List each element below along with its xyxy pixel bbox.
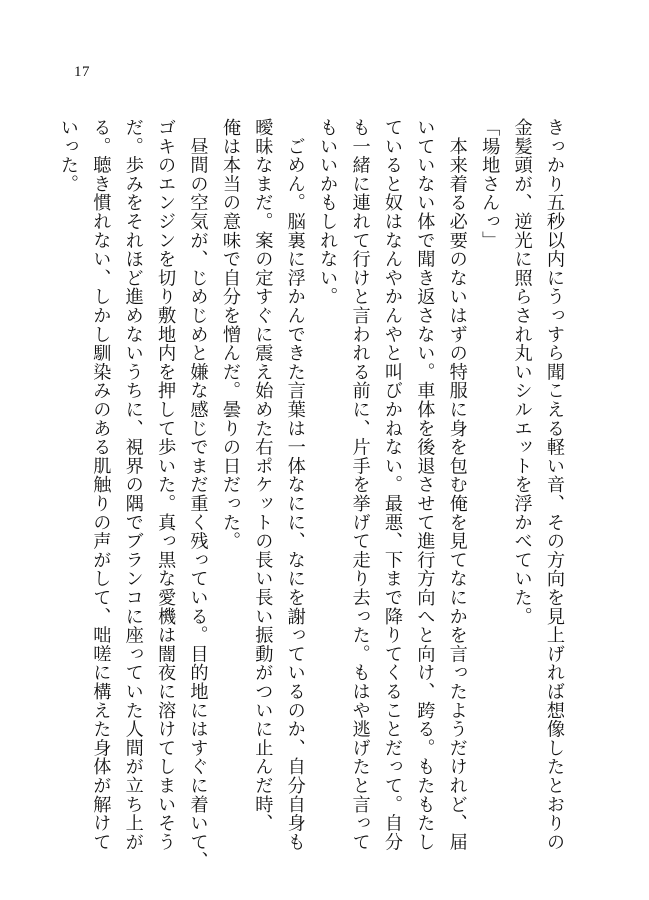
- text-line: る。聴き慣れない、しかし馴染みのある肌触りの声がして、咄嗟に構えた身体が解けて: [90, 118, 112, 852]
- text-line: 俺は本当の意味で自分を憎んだ。曇りの日だった。: [219, 118, 241, 551]
- text-line: 「場地さんっ」: [479, 118, 501, 250]
- text-line: いった。: [57, 118, 79, 194]
- text-line: 金髪頭が、逆光に照らされ丸いシルエットを浮かべていた。: [511, 118, 533, 626]
- text-line: いていない体で聞き返さない。車体を後退させて進行方向へと向け、跨る。もたもたし: [414, 118, 436, 852]
- text-line: ゴキのエンジンを切り敷地内を押して歩いた。真っ黒な愛機は闇夜に溶けてしまいそう: [155, 118, 177, 852]
- text-line: ごめん。脳裏に浮かんできた言葉は一体なにに、なにを謝っているのか、自分自身も: [284, 118, 306, 852]
- text-line: 昼間の空気が、じめじめと嫌な感じでまだ重く残っている。目的地にはすぐに着いて、: [187, 118, 209, 870]
- text-line: きっかり五秒以内にうっすら聞こえる軽い音、その方向を見上げれば想像したとおりの: [544, 118, 565, 852]
- text-line: ていると奴はなんやかんやと叫びかねない。最悪、下まで降りてくることだって。自分: [381, 118, 403, 852]
- vertical-text-body: [57, 118, 570, 870]
- text-line: 曖昧なまだ。案の定すぐに震え始めた右ポケットの長い長い振動がついに止んだ時、: [252, 118, 274, 833]
- text-line: も一緒に連れて行けと言われる前に、片手を挙げて走り去った。もはや逃げたと言って: [349, 118, 371, 852]
- text-line: だ。歩みをそれほど進めないうちに、視界の隅でブランコに座っていた人間が立ち上が: [122, 118, 144, 852]
- page-number: 17: [74, 64, 90, 80]
- text-line: もいいかもしれない。: [317, 118, 339, 306]
- text-line: 本来着る必要のないはずの特服に身を包む俺を見てなにかを言ったようだけれど、届: [446, 118, 468, 852]
